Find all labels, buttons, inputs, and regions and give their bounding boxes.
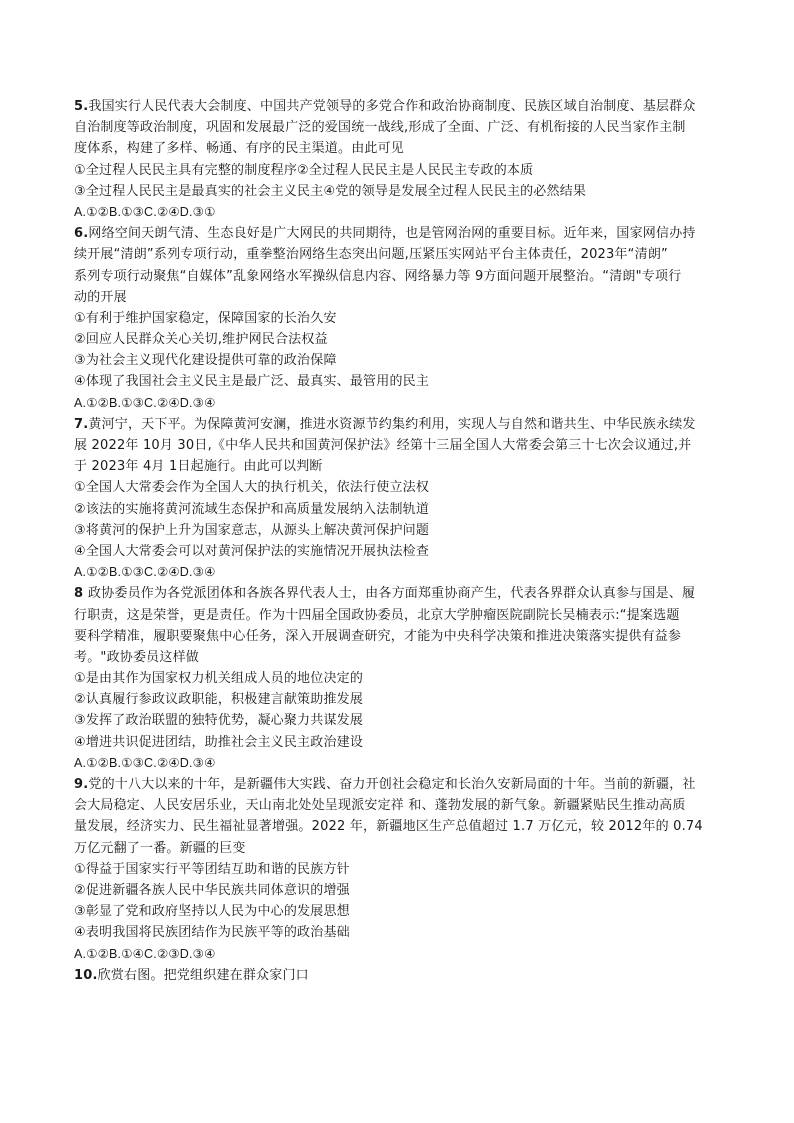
question-6-option-1: ①有利于维护国家稳定，保障国家的长治久安 (74, 310, 337, 326)
question-9 (74, 774, 724, 965)
question-7-option-1: ①全国人大常委会作为全国人大的执行机关，依法行使立法权 (74, 480, 430, 496)
exam-page (74, 96, 724, 986)
question-5-option-line-2: ③全过程人民民主是最真实的社会主义民主④党的领导是发展全过程人民民主的必然结果 (74, 183, 587, 199)
question-7-option-4: ④全国人大常委会可以对黄河保护法的实施情况开展执法检查 (74, 543, 430, 559)
question-8-option-4: ④增进共识促进团结，助推社会主义民主政治建设 (74, 734, 364, 750)
question-7-option-3: ③将黄河的保护上升为国家意志，从源头上解决黄河保护问题 (74, 522, 430, 538)
question-9-stem-line-4: 万亿元翻了一番。新疆的巨变 (74, 840, 246, 856)
question-6-option-3: ③为社会主义现代化建设提供可靠的政治保障 (74, 353, 337, 369)
question-6-stem-line-2: 续开展“清朗”系列专项行动，重拳整治网络生态突出问题,压紧压实网站平台主体责任，2023年“清朗” (74, 247, 668, 263)
question-10-stem-line-1: 10.欣赏右图。把党组织建在群众家门口 (74, 967, 309, 983)
question-9-stem-line-2: 会大局稳定、人民安居乐业，天山南北处处呈现派安定祥 和、蓬勃发展的新气象。新疆紧贴民生推动高质 (74, 798, 686, 814)
question-6 (74, 223, 724, 414)
question-6-option-2: ②回应人民群众关心关切,维护网民合法权益 (74, 332, 328, 348)
question-6-option-4: ④体现了我国社会主义民主是最广泛、最真实、最管用的民主 (74, 374, 430, 390)
question-8-stem-line-2: 行职责，这是荣誉，更是责任。作为十四届全国政协委员，北京大学肿瘤医院副院长吴楠表示:“提案选题 (74, 607, 680, 623)
question-6-stem-line-4: 动的开展 (74, 289, 127, 305)
question-9-stem-line-3: 量发展，经济实力、民生福祉显著增强。2022 年，新疆地区生产总值超过 1.7 万亿元，较 2012年的 0.74 (74, 819, 703, 835)
question-8 (74, 583, 724, 774)
question-6-stem-line-1: 6.网络空间天朗气清、生态良好是广大网民的共同期待，也是管网治网的重要目标。近年来，国家网信办持 (74, 226, 696, 242)
question-number: 8 (74, 586, 88, 602)
question-5-answer-choices: A.①②B.①③C.②④D.③① (74, 204, 216, 219)
question-8-option-2: ②认真履行参政议政职能，积极建言献策助推发展 (74, 692, 364, 708)
question-10 (74, 965, 724, 986)
question-5-option-line-1: ①全过程人民民主具有完整的制度程序②全过程人民民主是人民民主专政的本质 (74, 162, 534, 178)
question-number: 9. (74, 777, 89, 792)
question-5-stem-line-2: 自治制度等政治制度，巩固和发展最广泛的爱国统一战线,形成了全面、广泛、有机衔接的人民当家作主制 (74, 120, 686, 136)
question-5-stem-line-3: 度体系，构建了多样、畅通、有序的民主渠道。由此可见 (74, 141, 405, 157)
question-7-stem-line-1: 7.黄河宁，天下平。为保障黄河安澜，推进水资源节约集约利用，实现人与自然和谐共生、中华民族永续发 (74, 416, 696, 432)
question-9-option-3: ③彰显了党和政府坚持以人民为中心的发展思想 (74, 904, 350, 920)
question-8-option-3: ③发挥了政治联盟的独特优势，凝心聚力共谋发展 (74, 713, 364, 729)
question-6-answer-choices: A.①②B.①③C.②④D.③④ (74, 395, 216, 410)
question-8-stem-line-3: 要科学精准，履职要聚焦中心任务，深入开展调查研究，才能为中央科学决策和推进决策落实提供有益参 (74, 628, 682, 644)
question-number: 5. (74, 99, 89, 114)
question-number: 10. (74, 967, 98, 983)
question-9-option-1: ①得益于国家实行平等团结互助和谐的民族方针 (74, 861, 350, 877)
question-9-option-2: ②促进新疆各族人民中华民族共同体意识的增强 (74, 882, 350, 898)
question-6-stem-line-3: 系列专项行动聚焦“自媒体”乱象网络水军操纵信息内容、网络暴力等 9方面问题开展整治。“清朗"专项行 (74, 268, 682, 284)
question-8-option-1: ①是由其作为国家权力机关组成人员的地位决定的 (74, 671, 364, 687)
question-7-answer-choices: A.①②B.①③C.②④D.③④ (74, 565, 216, 580)
question-number: 7. (74, 416, 89, 432)
question-number: 6. (74, 226, 89, 242)
question-5-stem-line-1: 5.我国实行人民代表大会制度、中国共产党领导的多党合作和政治协商制度、民族区域自治制度、基层群众 (74, 99, 696, 114)
question-5 (74, 96, 724, 223)
question-7 (74, 414, 724, 584)
question-7-stem-line-2: 展 2022年 10月 30日,《中华人民共和国黄河保护法》经第十三届全国人大常委会第三十七次会议通过,并 (74, 438, 692, 453)
question-9-stem-line-1: 9.党的十八大以来的十年，是新疆伟大实践、奋力开创社会稳定和长治久安新局面的十年。当前的新疆，社 (74, 777, 696, 792)
question-8-stem-line-1: 8 政协委员作为各党派团体和各族各界代表人士，由各方面郑重协商产生，代表各界群众认真参与国是、履 (74, 586, 696, 602)
question-7-option-2: ②该法的实施将黄河流域生态保护和高质量发展纳入法制轨道 (74, 501, 430, 517)
question-8-stem-line-4: 考。"政协委员这样做 (74, 649, 199, 665)
question-7-stem-line-3: 于 2023年 4月 1日起施行。由此可以判断 (74, 459, 323, 475)
question-9-option-4: ④表明我国将民族团结作为民族平等的政治基础 (74, 925, 350, 941)
question-8-answer-choices: A.①②B.①③C.②④D.③④ (74, 755, 216, 770)
question-9-answer-choices: A.①②B.①④C.②③D.③④ (74, 946, 216, 961)
